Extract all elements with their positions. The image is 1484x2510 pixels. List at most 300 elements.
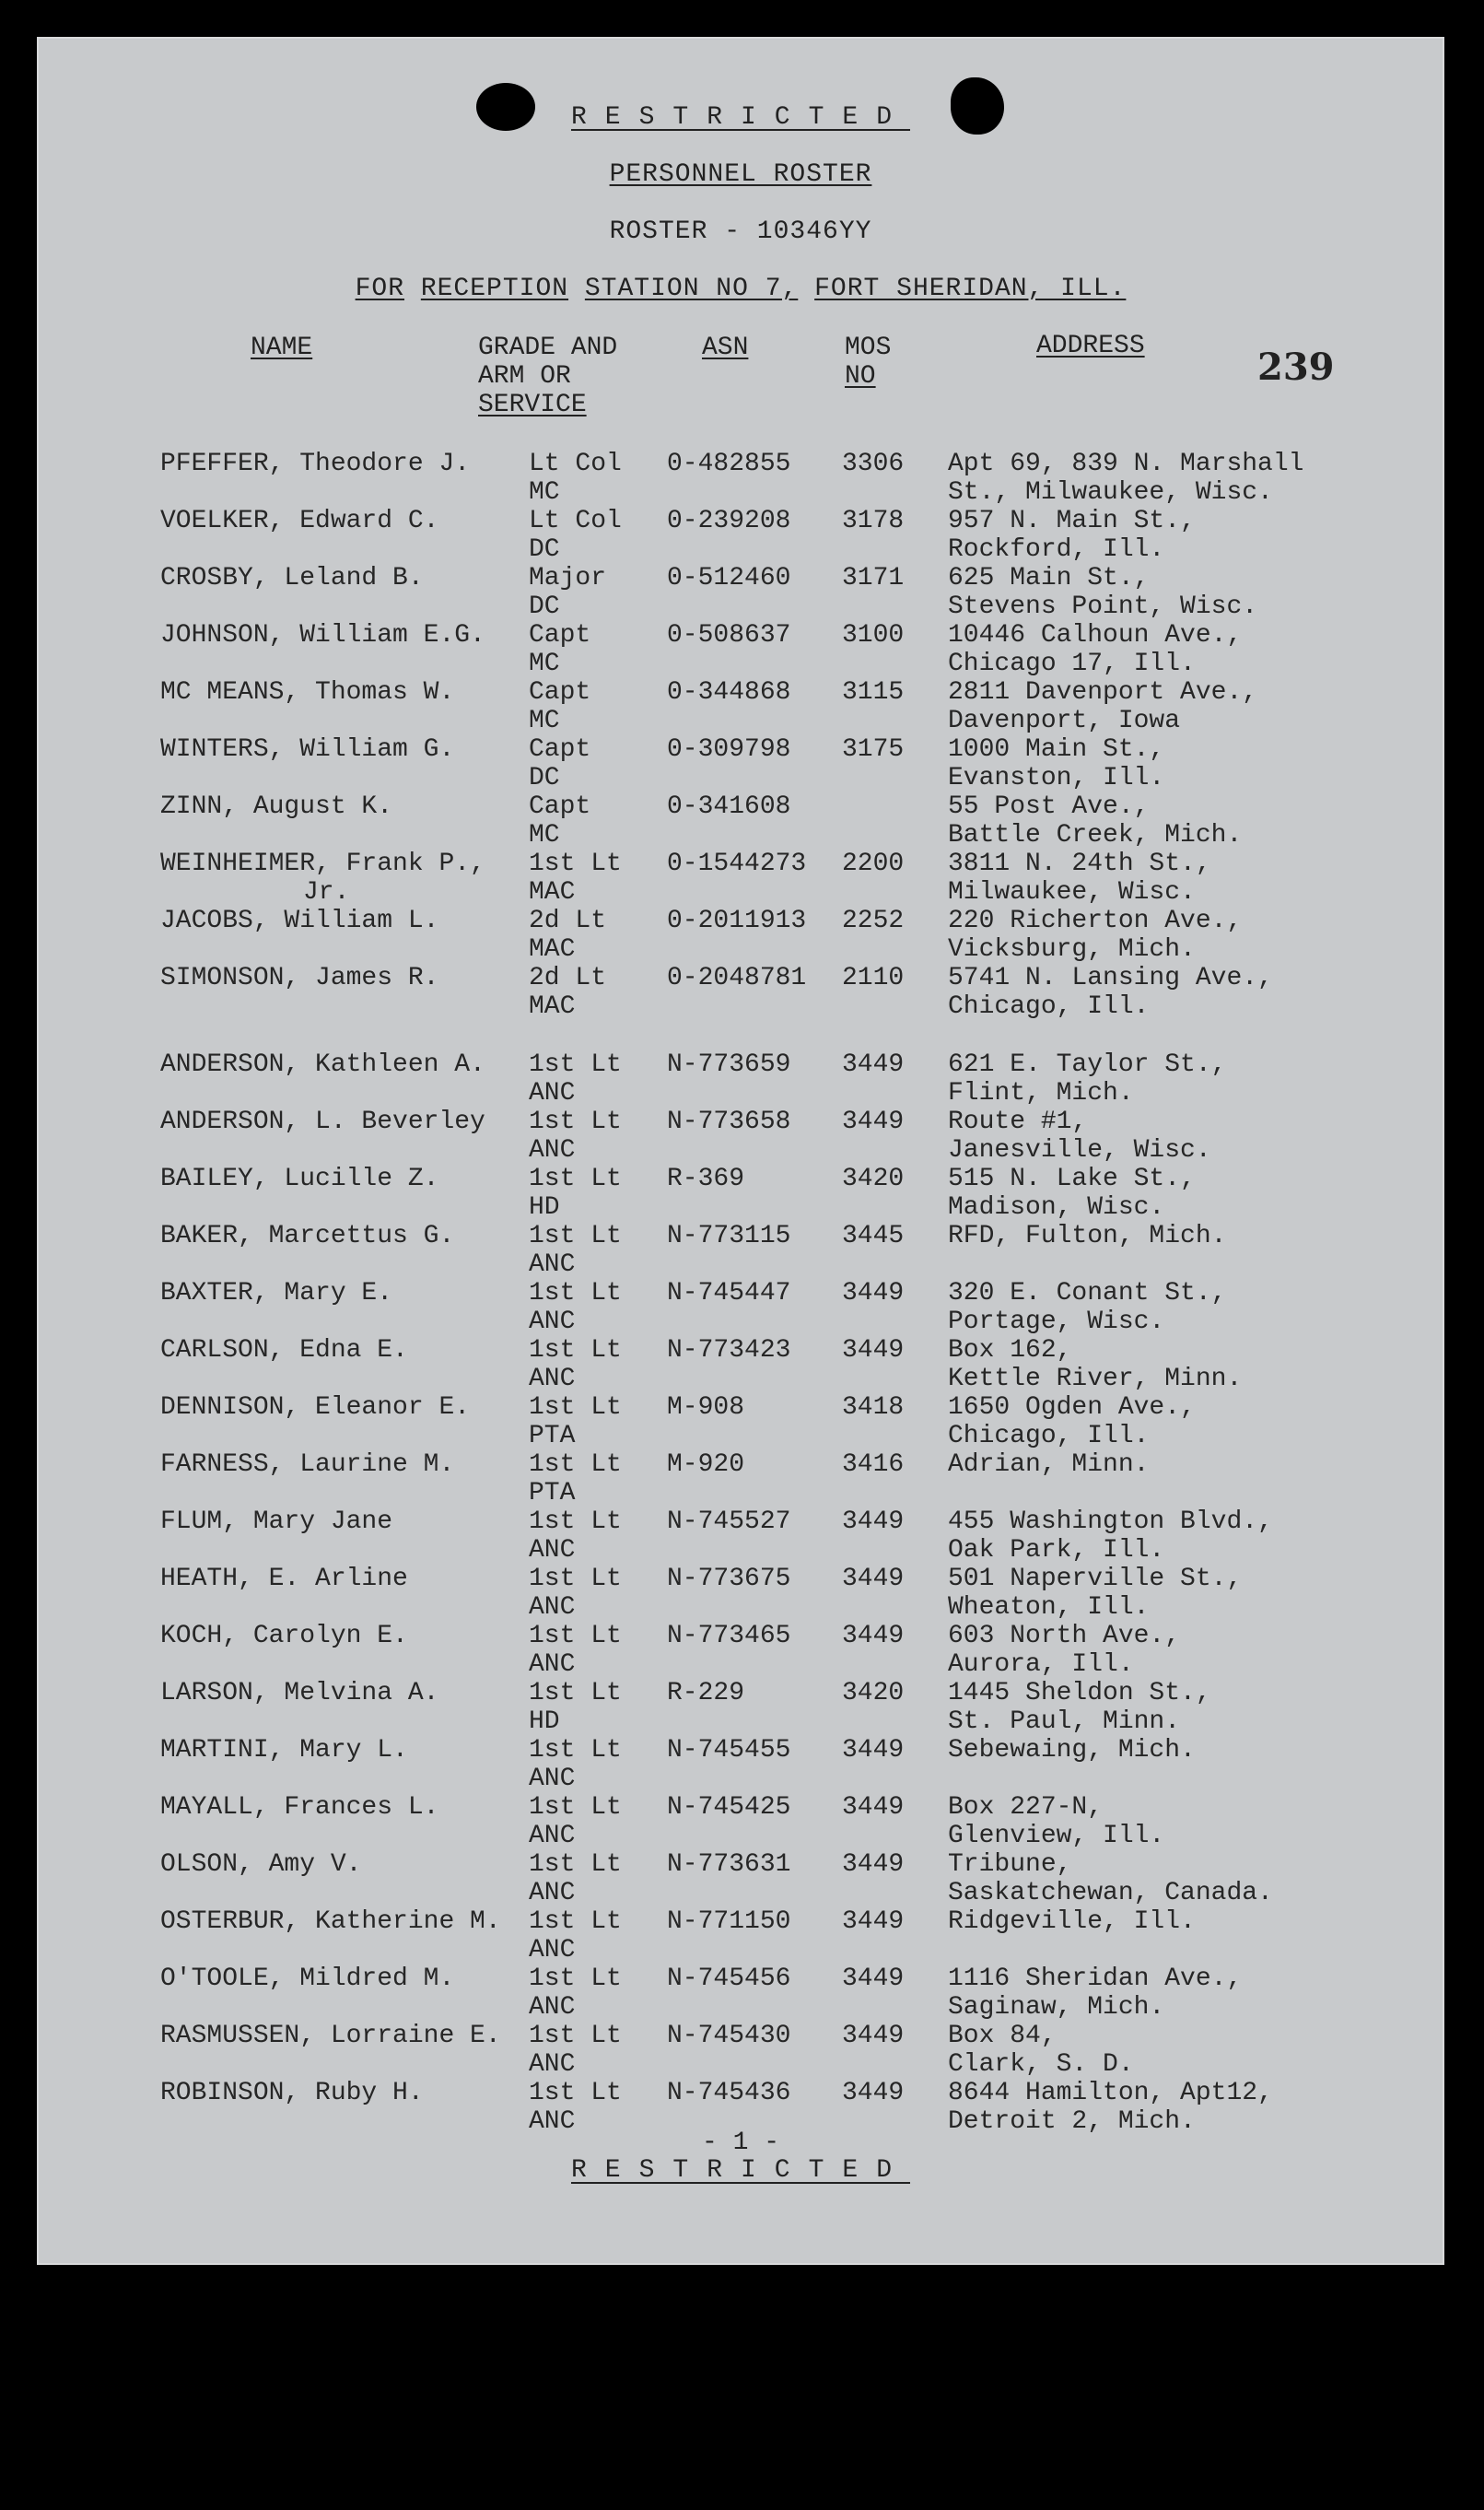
- address-cell: [948, 1907, 1381, 1965]
- mos-mos: 3175: [842, 735, 905, 764]
- table-row: [160, 1507, 1381, 1565]
- address-addr1: Tribune,: [948, 1850, 1072, 1879]
- mos-cell: [842, 1736, 948, 1793]
- asn-asn: M-908: [667, 1393, 745, 1422]
- table-row: [160, 621, 1381, 678]
- asn-cell: [667, 507, 842, 564]
- address-addr1: Box 162,: [948, 1336, 1072, 1365]
- mos-cell: [842, 450, 948, 507]
- asn-asn: R-369: [667, 1165, 745, 1193]
- mos-mos: 3449: [842, 1050, 905, 1079]
- address-addr1: 515 N. Lake St.,: [948, 1165, 1196, 1193]
- name-cell: [160, 1736, 529, 1793]
- mos-cell: [842, 564, 948, 621]
- address-cell: [948, 1565, 1381, 1622]
- address-cell: [948, 1336, 1381, 1393]
- name-cell: [160, 792, 529, 850]
- mos-mos: 3100: [842, 621, 905, 650]
- name-cell: [160, 1507, 529, 1565]
- mos-mos: 3306: [842, 450, 905, 478]
- grade-grade2: ANC: [529, 1250, 576, 1279]
- mos-cell: [842, 1279, 948, 1336]
- asn-asn: N-773115: [667, 1222, 791, 1250]
- asn-cell: [667, 1736, 842, 1793]
- address-cell: [948, 1736, 1381, 1793]
- mos-cell: [842, 1507, 948, 1565]
- name-name: ANDERSON, Kathleen A.: [160, 1050, 485, 1079]
- name-cell: [160, 564, 529, 621]
- name-cell: [160, 1450, 529, 1507]
- grade-grade1: 1st Lt: [529, 1793, 622, 1822]
- name-name: FARNESS, Laurine M.: [160, 1450, 455, 1479]
- grade-cell: [529, 1165, 667, 1222]
- mos-cell: [842, 678, 948, 735]
- page-number-stamp: 239: [1257, 346, 1335, 389]
- grade-cell: [529, 850, 667, 907]
- name-name: MARTINI, Mary L.: [160, 1736, 408, 1765]
- mos-mos: 3416: [842, 1450, 905, 1479]
- mos-cell: [842, 1222, 948, 1279]
- name-name: MC MEANS, Thomas W.: [160, 678, 455, 707]
- address-addr2: St., Milwaukee, Wisc.: [948, 478, 1273, 507]
- grade-grade2: ANC: [529, 1593, 576, 1622]
- address-cell: [948, 564, 1381, 621]
- address-cell: [948, 1050, 1381, 1108]
- address-addr2: Saginaw, Mich.: [948, 1993, 1165, 2022]
- grade-cell: [529, 564, 667, 621]
- grade-grade2: MC: [529, 650, 560, 678]
- grade-cell: [529, 1336, 667, 1393]
- asn-cell: [667, 1622, 842, 1679]
- address-addr2: Saskatchewan, Canada.: [948, 1879, 1273, 1907]
- asn-asn: 0-309798: [667, 735, 791, 764]
- asn-cell: [667, 1907, 842, 1965]
- mos-mos: 3418: [842, 1393, 905, 1422]
- grade-grade2: ANC: [529, 1365, 576, 1393]
- mos-cell: [842, 1108, 948, 1165]
- table-row: [160, 678, 1381, 735]
- name-cell: [160, 1565, 529, 1622]
- grade-cell: [529, 1279, 667, 1336]
- table-row: [160, 507, 1381, 564]
- roster-table-nurses: [160, 1050, 1381, 2136]
- table-row: [160, 1108, 1381, 1165]
- table-row: [160, 1793, 1381, 1850]
- asn-cell: [667, 1679, 842, 1736]
- grade-grade1: 1st Lt: [529, 1050, 622, 1079]
- grade-cell: [529, 1507, 667, 1565]
- grade-grade2: MC: [529, 478, 560, 507]
- name-name: CROSBY, Leland B.: [160, 564, 424, 592]
- mos-cell: [842, 1450, 948, 1507]
- address-addr1: RFD, Fulton, Mich.: [948, 1222, 1227, 1250]
- asn-asn: N-745527: [667, 1507, 791, 1536]
- grade-cell: [529, 621, 667, 678]
- name-name: BAILEY, Lucille Z.: [160, 1165, 439, 1193]
- grade-cell: [529, 678, 667, 735]
- mos-cell: [842, 1565, 948, 1622]
- grade-grade2: ANC: [529, 1136, 576, 1165]
- mos-cell: [842, 2022, 948, 2079]
- grade-grade1: 1st Lt: [529, 1165, 622, 1193]
- asn-asn: N-745430: [667, 2022, 791, 2050]
- address-cell: [948, 621, 1381, 678]
- name-name: HEATH, E. Arline: [160, 1565, 408, 1593]
- address-addr1: Adrian, Minn.: [948, 1450, 1150, 1479]
- asn-cell: [667, 792, 842, 850]
- address-addr2: Portage, Wisc.: [948, 1308, 1165, 1336]
- address-cell: [948, 2079, 1381, 2136]
- grade-cell: [529, 1108, 667, 1165]
- name-name: LARSON, Melvina A.: [160, 1679, 439, 1707]
- grade-grade1: 1st Lt: [529, 1393, 622, 1422]
- grade-grade2: ANC: [529, 2107, 576, 2136]
- address-cell: [948, 1679, 1381, 1736]
- grade-grade1: 2d Lt: [529, 907, 607, 935]
- address-addr2: Glenview, Ill.: [948, 1822, 1165, 1850]
- name-name: VOELKER, Edward C.: [160, 507, 439, 535]
- address-cell: [948, 792, 1381, 850]
- table-row: [160, 792, 1381, 850]
- grade-grade2: DC: [529, 764, 560, 792]
- name-name: JACOBS, William L.: [160, 907, 439, 935]
- grade-cell: [529, 1907, 667, 1965]
- mos-cell: [842, 792, 948, 850]
- mos-cell: [842, 507, 948, 564]
- asn-asn: N-773465: [667, 1622, 791, 1650]
- grade-grade2: HD: [529, 1193, 560, 1222]
- mos-mos: 3449: [842, 1336, 905, 1365]
- address-cell: [948, 735, 1381, 792]
- address-addr2: Battle Creek, Mich.: [948, 821, 1243, 850]
- name-name: BAKER, Marcettus G.: [160, 1222, 455, 1250]
- grade-grade1: 1st Lt: [529, 1679, 622, 1707]
- address-cell: [948, 1850, 1381, 1907]
- grade-grade2: ANC: [529, 1936, 576, 1965]
- asn-cell: [667, 2022, 842, 2079]
- grade-grade1: 1st Lt: [529, 1108, 622, 1136]
- grade-grade1: Lt Col: [529, 507, 622, 535]
- address-addr2: Wheaton, Ill.: [948, 1593, 1150, 1622]
- grade-grade2: ANC: [529, 1536, 576, 1565]
- asn-asn: N-745425: [667, 1793, 791, 1822]
- address-cell: [948, 1108, 1381, 1165]
- grade-grade1: 1st Lt: [529, 2022, 622, 2050]
- address-addr2: Kettle River, Minn.: [948, 1365, 1243, 1393]
- name-cell: [160, 735, 529, 792]
- name-cell: [160, 1050, 529, 1108]
- classification-footer: RESTRICTED: [570, 2156, 911, 2185]
- grade-grade2: MAC: [529, 992, 576, 1021]
- asn-cell: [667, 1793, 842, 1850]
- mos-cell: [842, 735, 948, 792]
- table-row: [160, 1393, 1381, 1450]
- asn-cell: [667, 1965, 842, 2022]
- grade-grade2: PTA: [529, 1479, 576, 1507]
- column-header-asn: ASN: [702, 334, 749, 362]
- name-name2: Jr.: [303, 878, 350, 907]
- asn-cell: [667, 964, 842, 1021]
- address-addr1: 5741 N. Lansing Ave.,: [948, 964, 1273, 992]
- grade-grade1: 1st Lt: [529, 1507, 622, 1536]
- mos-mos: 3449: [842, 2079, 905, 2107]
- name-cell: [160, 1336, 529, 1393]
- asn-cell: [667, 735, 842, 792]
- asn-asn: M-920: [667, 1450, 745, 1479]
- address-addr1: Box 84,: [948, 2022, 1057, 2050]
- mos-cell: [842, 2079, 948, 2136]
- name-cell: [160, 1393, 529, 1450]
- address-addr2: Madison, Wisc.: [948, 1193, 1165, 1222]
- name-name: WEINHEIMER, Frank P.,: [160, 850, 485, 878]
- address-addr1: 2811 Davenport Ave.,: [948, 678, 1258, 707]
- mos-mos: 3449: [842, 1507, 905, 1536]
- address-addr2: Evanston, Ill.: [948, 764, 1165, 792]
- asn-cell: [667, 1336, 842, 1393]
- grade-cell: [529, 1050, 667, 1108]
- grade-grade2: ANC: [529, 2050, 576, 2079]
- grade-grade2: DC: [529, 535, 560, 564]
- name-name: DENNISON, Eleanor E.: [160, 1393, 471, 1422]
- asn-cell: [667, 621, 842, 678]
- grade-grade2: ANC: [529, 1308, 576, 1336]
- name-name: MAYALL, Frances L.: [160, 1793, 439, 1822]
- name-cell: [160, 1279, 529, 1336]
- grade-grade1: 1st Lt: [529, 1222, 622, 1250]
- address-addr2: Chicago, Ill.: [948, 992, 1150, 1021]
- address-addr1: Sebewaing, Mich.: [948, 1736, 1196, 1765]
- grade-grade1: Major: [529, 564, 607, 592]
- address-cell: [948, 2022, 1381, 2079]
- name-name: SIMONSON, James R.: [160, 964, 439, 992]
- address-addr1: 3811 N. 24th St.,: [948, 850, 1211, 878]
- asn-asn: 0-2048781: [667, 964, 807, 992]
- table-row: [160, 1336, 1381, 1393]
- address-addr2: Davenport, Iowa: [948, 707, 1181, 735]
- address-addr1: 1445 Sheldon St.,: [948, 1679, 1211, 1707]
- address-addr2: Chicago 17, Ill.: [948, 650, 1196, 678]
- address-addr2: Detroit 2, Mich.: [948, 2107, 1196, 2136]
- asn-cell: [667, 1050, 842, 1108]
- grade-grade2: ANC: [529, 1765, 576, 1793]
- address-addr2: Stevens Point, Wisc.: [948, 592, 1258, 621]
- grade-cell: [529, 735, 667, 792]
- mos-mos: 3449: [842, 1793, 905, 1822]
- name-name: O'TOOLE, Mildred M.: [160, 1965, 455, 1993]
- mos-cell: [842, 1850, 948, 1907]
- grade-cell: [529, 1393, 667, 1450]
- table-row: [160, 1222, 1381, 1279]
- grade-cell: [529, 1450, 667, 1507]
- grade-grade1: Lt Col: [529, 450, 622, 478]
- address-addr1: 10446 Calhoun Ave.,: [948, 621, 1243, 650]
- grade-grade1: 1st Lt: [529, 1850, 622, 1879]
- address-addr1: 501 Naperville St.,: [948, 1565, 1243, 1593]
- address-cell: [948, 1450, 1381, 1507]
- document-page: [37, 37, 1444, 2265]
- address-cell: [948, 1507, 1381, 1565]
- grade-grade2: DC: [529, 592, 560, 621]
- address-addr2: Aurora, Ill.: [948, 1650, 1134, 1679]
- classification-header: RESTRICTED: [570, 103, 911, 132]
- grade-cell: [529, 1965, 667, 2022]
- asn-asn: 0-344868: [667, 678, 791, 707]
- grade-grade1: 1st Lt: [529, 1336, 622, 1365]
- grade-grade1: 1st Lt: [529, 1965, 622, 1993]
- asn-asn: 0-341608: [667, 792, 791, 821]
- name-name: CARLSON, Edna E.: [160, 1336, 408, 1365]
- column-header-mos: MOS NO: [845, 334, 892, 391]
- table-row: [160, 1736, 1381, 1793]
- grade-cell: [529, 1565, 667, 1622]
- address-cell: [948, 1965, 1381, 2022]
- asn-asn: 0-482855: [667, 450, 791, 478]
- mos-mos: 3449: [842, 1108, 905, 1136]
- asn-cell: [667, 1850, 842, 1907]
- station-line: [37, 275, 1444, 303]
- asn-cell: [667, 1222, 842, 1279]
- grade-grade1: 1st Lt: [529, 1450, 622, 1479]
- asn-asn: 0-512460: [667, 564, 791, 592]
- asn-cell: [667, 678, 842, 735]
- grade-cell: [529, 1736, 667, 1793]
- address-addr2: Clark, S. D.: [948, 2050, 1134, 2079]
- asn-cell: [667, 1279, 842, 1336]
- name-name: PFEFFER, Theodore J.: [160, 450, 471, 478]
- column-header-name: NAME: [251, 334, 313, 362]
- mos-mos: 3420: [842, 1679, 905, 1707]
- mos-mos: 3449: [842, 1736, 905, 1765]
- mos-cell: [842, 964, 948, 1021]
- table-row: [160, 1050, 1381, 1108]
- asn-asn: 0-508637: [667, 621, 791, 650]
- asn-asn: N-745447: [667, 1279, 791, 1308]
- mos-cell: [842, 1679, 948, 1736]
- table-row: [160, 1850, 1381, 1907]
- column-header-address: ADDRESS: [1036, 332, 1145, 360]
- name-name: ANDERSON, L. Beverley: [160, 1108, 485, 1136]
- table-row: [160, 1450, 1381, 1507]
- mos-mos: 3178: [842, 507, 905, 535]
- table-row: [160, 450, 1381, 507]
- name-cell: [160, 850, 529, 907]
- grade-grade2: MAC: [529, 935, 576, 964]
- asn-asn: R-229: [667, 1679, 745, 1707]
- asn-asn: N-773631: [667, 1850, 791, 1879]
- table-row: [160, 1279, 1381, 1336]
- mos-cell: [842, 1965, 948, 2022]
- name-cell: [160, 450, 529, 507]
- name-cell: [160, 964, 529, 1021]
- name-name: RASMUSSEN, Lorraine E.: [160, 2022, 501, 2050]
- roster-id: ROSTER - 10346YY: [609, 217, 872, 246]
- grade-cell: [529, 1222, 667, 1279]
- grade-cell: [529, 450, 667, 507]
- grade-grade2: MC: [529, 821, 560, 850]
- grade-cell: [529, 1850, 667, 1907]
- name-name: KOCH, Carolyn E.: [160, 1622, 408, 1650]
- grade-grade1: Capt: [529, 678, 591, 707]
- asn-asn: N-773675: [667, 1565, 791, 1593]
- asn-asn: N-745455: [667, 1736, 791, 1765]
- asn-cell: [667, 1108, 842, 1165]
- mos-cell: [842, 1793, 948, 1850]
- table-row: [160, 1965, 1381, 2022]
- address-addr1: 1116 Sheridan Ave.,: [948, 1965, 1243, 1993]
- grade-grade1: 2d Lt: [529, 964, 607, 992]
- address-addr1: 1000 Main St.,: [948, 735, 1165, 764]
- asn-asn: 0-1544273: [667, 850, 807, 878]
- table-row: [160, 850, 1381, 907]
- grade-grade2: ANC: [529, 1079, 576, 1108]
- address-cell: [948, 1165, 1381, 1222]
- address-addr2: Milwaukee, Wisc.: [948, 878, 1196, 907]
- mos-cell: [842, 907, 948, 964]
- address-addr2: St. Paul, Minn.: [948, 1707, 1181, 1736]
- grade-cell: [529, 1679, 667, 1736]
- mos-cell: [842, 1622, 948, 1679]
- address-cell: [948, 1393, 1381, 1450]
- name-cell: [160, 1679, 529, 1736]
- name-name: ZINN, August K.: [160, 792, 393, 821]
- address-cell: [948, 907, 1381, 964]
- address-cell: [948, 507, 1381, 564]
- table-row: [160, 907, 1381, 964]
- address-addr1: 621 E. Taylor St.,: [948, 1050, 1227, 1079]
- mos-cell: [842, 1165, 948, 1222]
- grade-grade1: 1st Lt: [529, 1736, 622, 1765]
- asn-cell: [667, 1507, 842, 1565]
- grade-cell: [529, 792, 667, 850]
- asn-cell: [667, 1450, 842, 1507]
- address-addr2: Chicago, Ill.: [948, 1422, 1150, 1450]
- grade-cell: [529, 2022, 667, 2079]
- mos-cell: [842, 1393, 948, 1450]
- station-name: STATION NO 7,: [584, 275, 799, 303]
- asn-cell: [667, 564, 842, 621]
- address-cell: [948, 850, 1381, 907]
- asn-cell: [667, 1165, 842, 1222]
- document-title: PERSONNEL ROSTER: [609, 160, 872, 189]
- address-addr2: Rockford, Ill.: [948, 535, 1165, 564]
- asn-asn: N-771150: [667, 1907, 791, 1936]
- name-name: FLUM, Mary Jane: [160, 1507, 393, 1536]
- mos-mos: 3171: [842, 564, 905, 592]
- mos-cell: [842, 1336, 948, 1393]
- address-cell: [948, 450, 1381, 507]
- asn-cell: [667, 907, 842, 964]
- address-addr2: Flint, Mich.: [948, 1079, 1134, 1108]
- mos-mos: 3449: [842, 1965, 905, 1993]
- station-prefix: FOR: [355, 275, 405, 303]
- column-header-grade: GRADE AND ARM OR SERVICE: [478, 334, 618, 419]
- grade-grade1: Capt: [529, 621, 591, 650]
- mos-cell: [842, 850, 948, 907]
- roster-table-officers: [160, 450, 1381, 1021]
- address-cell: [948, 1622, 1381, 1679]
- address-addr1: Box 227-N,: [948, 1793, 1104, 1822]
- address-cell: [948, 678, 1381, 735]
- name-name: BAXTER, Mary E.: [160, 1279, 393, 1308]
- grade-grade2: ANC: [529, 1993, 576, 2022]
- mos-cell: [842, 621, 948, 678]
- asn-cell: [667, 1393, 842, 1450]
- address-addr2: Janesville, Wisc.: [948, 1136, 1211, 1165]
- name-cell: [160, 1222, 529, 1279]
- name-cell: [160, 507, 529, 564]
- mos-mos: 3115: [842, 678, 905, 707]
- grade-grade1: Capt: [529, 735, 591, 764]
